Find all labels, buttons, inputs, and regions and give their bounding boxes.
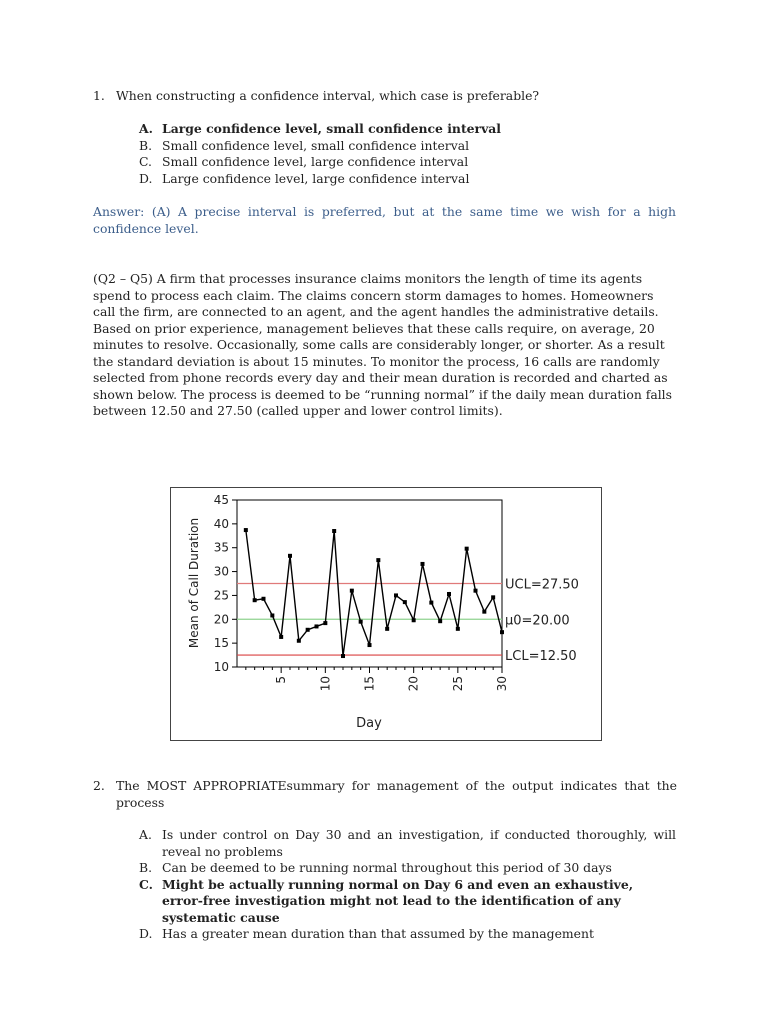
data-point	[315, 624, 319, 628]
reference-label: UCL=27.50	[505, 577, 579, 593]
data-point	[359, 620, 363, 624]
scenario-paragraph: (Q2 – Q5) A firm that processes insurance claims monitors the length of time its agents spend to process each claim. The claims concern storm damages to homes. Homeowners call the firm, are connected to an agent, and the agent handles the administrative details. Based on prior experience, management believes that these calls require, on average, 20 minutes to resolve. Occasionally, some calls are considerably longer, or shorter. As a result the standard deviation is about 15 minutes. To monitor the process, 16 calls are randomly selected from phone records every day and their mean duration is recorded and charted as shown below. The process is deemed to be “running normal” if the daily mean duration falls between 12.50 and 27.50 (called upper and lower control limits).	[93, 271, 673, 418]
data-point	[474, 589, 478, 593]
question-text: When constructing a confidence interval, which case is preferable?	[116, 88, 540, 103]
reference-label: μ0=20.00	[505, 613, 570, 629]
option-a	[139, 827, 676, 860]
question-text: The MOST APPROPRIATEsummary for management of the output indicates that the process	[116, 778, 677, 810]
option-a	[139, 121, 679, 138]
control-chart-svg	[170, 487, 602, 741]
option-d	[139, 926, 676, 943]
data-point	[350, 589, 354, 593]
data-point	[368, 643, 372, 647]
question-2	[93, 778, 677, 811]
option-text: Small confidence level, small confidence interval	[162, 137, 470, 153]
option-d	[139, 171, 679, 188]
x-tick-label: 25	[450, 676, 465, 692]
data-point	[500, 630, 504, 634]
option-c	[139, 154, 679, 171]
data-point	[376, 558, 380, 562]
data-point	[323, 621, 327, 625]
option-letter: C.	[139, 154, 152, 169]
question-1	[93, 88, 677, 105]
reference-label: LCL=12.50	[505, 649, 577, 665]
control-chart	[170, 487, 602, 741]
option-b	[139, 138, 679, 155]
x-tick-label: 10	[318, 676, 333, 692]
data-point	[421, 562, 425, 566]
y-tick-label: 40	[213, 516, 229, 531]
data-point	[438, 619, 442, 623]
y-axis-label: Mean of Call Duration	[187, 517, 201, 649]
data-point	[412, 618, 416, 622]
x-tick-label: 5	[274, 676, 289, 684]
data-point	[262, 597, 266, 601]
y-tick-label: 25	[213, 588, 229, 603]
option-b	[139, 860, 676, 877]
x-axis-label: Day	[356, 716, 382, 731]
question-2-options	[139, 827, 676, 943]
data-point	[306, 628, 310, 632]
option-text: Large confidence level, small confidence interval	[162, 121, 502, 136]
option-letter: C.	[139, 876, 153, 892]
data-point	[403, 600, 407, 604]
data-point	[253, 598, 257, 602]
question-1-options	[139, 121, 679, 187]
option-letter: D.	[139, 170, 153, 186]
data-point	[341, 654, 345, 658]
option-text: Might be actually running normal on Day 6 and even an exhaustive, error-free investigation might not lead to the identification of any systematic cause	[162, 876, 634, 925]
option-text: Can be deemed to be running normal throughout this period of 30 days	[162, 860, 612, 875]
data-point	[244, 528, 248, 532]
option-letter: B.	[139, 137, 153, 153]
y-tick-label: 30	[213, 564, 229, 579]
question-number: 2.	[93, 778, 105, 793]
data-point	[482, 610, 486, 614]
option-text: Small confidence level, large confidence interval	[162, 154, 469, 169]
data-point	[270, 613, 274, 617]
x-tick-label: 15	[362, 676, 377, 692]
option-text: Large confidence level, large confidence interval	[162, 170, 470, 186]
option-c	[139, 877, 676, 927]
option-letter: A.	[139, 121, 153, 136]
y-tick-label: 15	[213, 636, 229, 651]
data-point	[385, 627, 389, 631]
data-point	[429, 601, 433, 605]
y-tick-label: 10	[213, 660, 229, 674]
option-text: Is under control on Day 30 and an investigation, if conducted thoroughly, will reveal no problems	[162, 827, 676, 859]
data-point	[491, 595, 495, 599]
data-point	[297, 639, 301, 643]
data-point	[465, 547, 469, 551]
option-letter: A.	[139, 827, 152, 842]
data-point	[332, 529, 336, 533]
data-point	[447, 592, 451, 596]
option-letter: B.	[139, 860, 153, 875]
y-tick-label: 35	[213, 540, 229, 555]
question-number: 1.	[93, 88, 105, 103]
answer-text: Answer: (A) A precise interval is preferred, but at the same time we wish for a high confidence level.	[93, 204, 676, 236]
x-tick-label: 20	[406, 676, 421, 692]
data-point	[394, 593, 398, 597]
y-tick-label: 45	[213, 493, 229, 507]
option-letter: D.	[139, 926, 153, 941]
data-point	[279, 635, 283, 639]
data-point	[456, 627, 460, 631]
x-tick-label: 30	[495, 676, 509, 692]
option-text: Has a greater mean duration than that assumed by the management	[162, 926, 594, 941]
data-point	[288, 554, 292, 558]
y-tick-label: 20	[213, 612, 229, 627]
